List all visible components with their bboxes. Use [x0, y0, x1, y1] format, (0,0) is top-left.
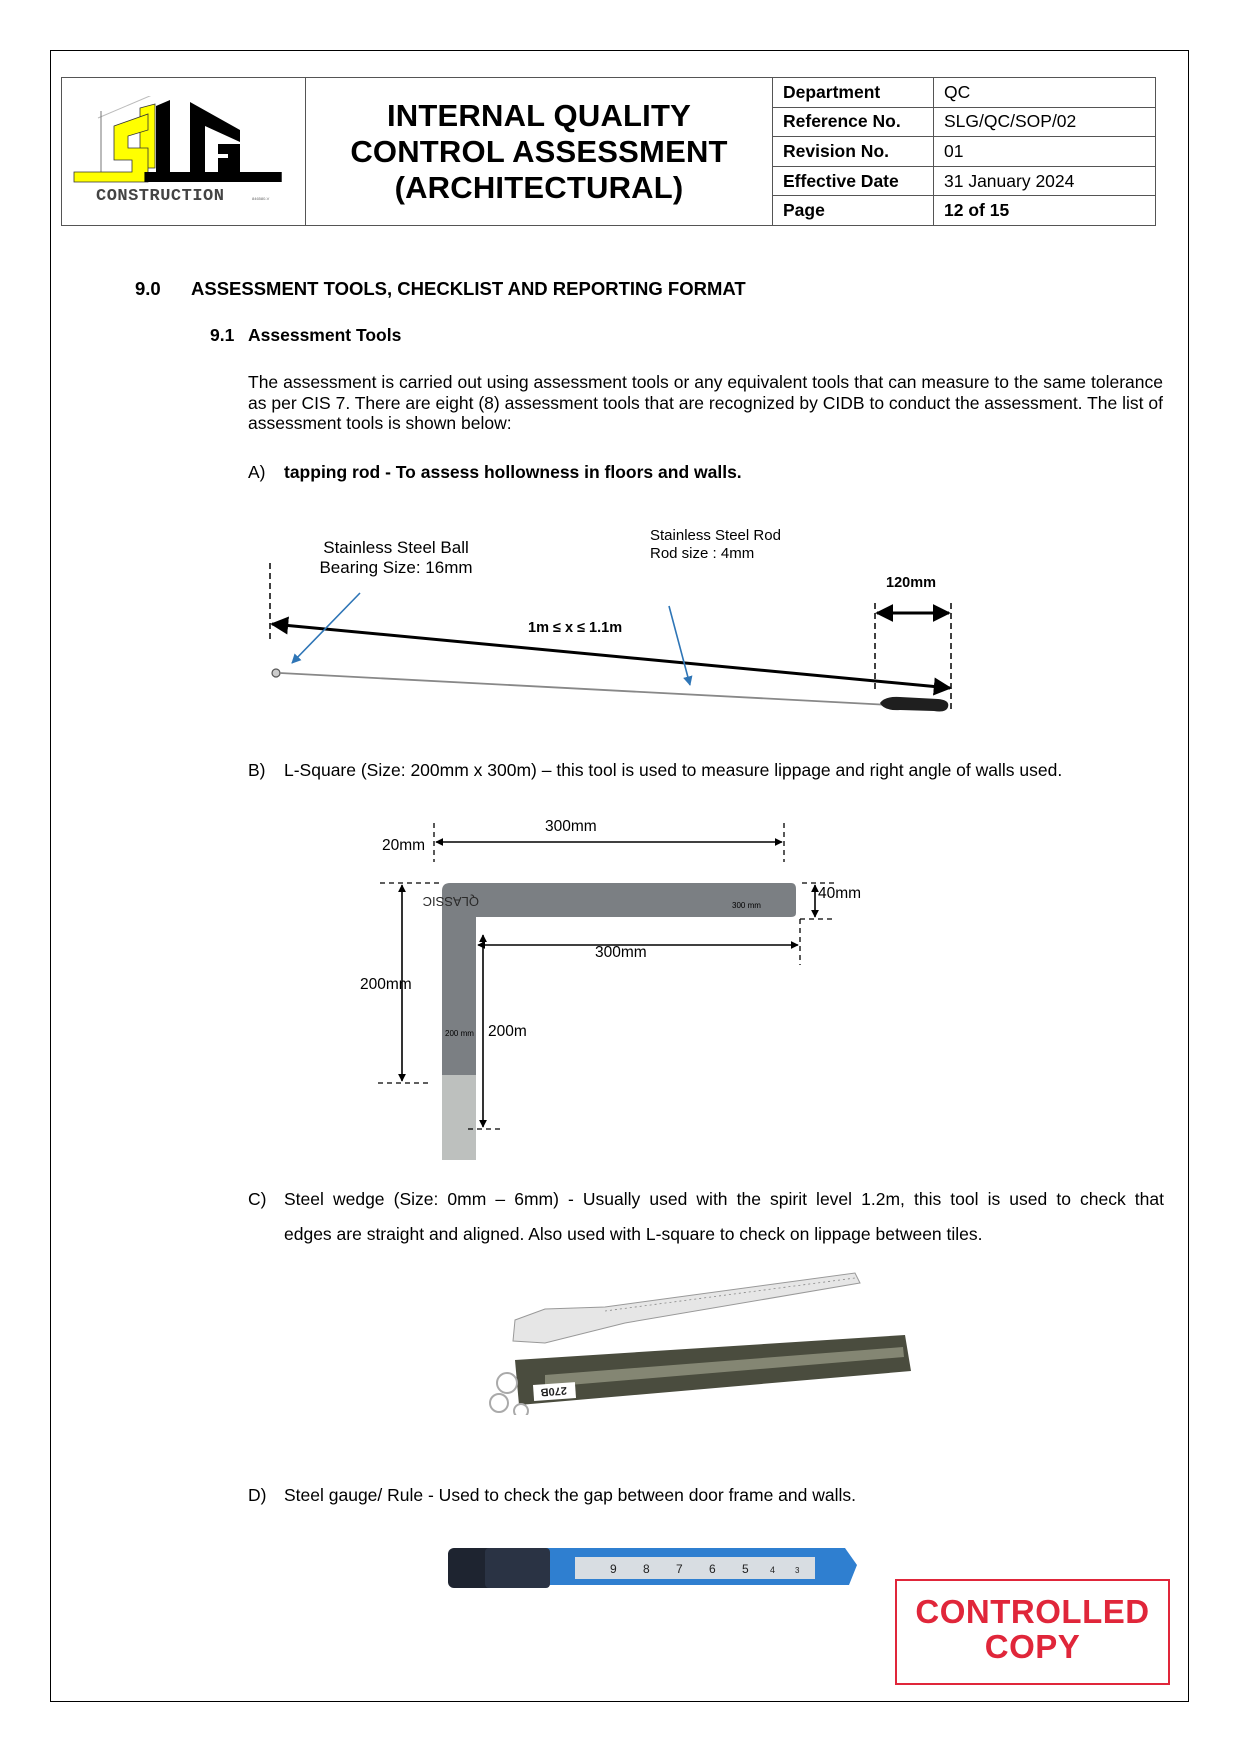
logo-wordmark: CONSTRUCTION [96, 187, 225, 206]
controlled-copy-stamp [895, 1579, 1170, 1685]
intro-paragraph: The assessment is carried out using assessment tools or any equivalent tools that can measure to the same tolerance as per CIS 7. There are eight (8) assessment tools that are recognized by CIDB to conduct the assessment. The list of assessment tools is shown below: [248, 372, 1163, 433]
tool-c-description-line-1: Steel wedge (Size: 0mm – 6mm) - Usually used with the spirit level 1.2m, this tool is used to check that [284, 1189, 1164, 1209]
handle-length-label: 120mm [886, 575, 936, 591]
meta-value: SLG/QC/SOP/02 [944, 111, 1077, 132]
wedge-case-label: 270B [540, 1384, 568, 1398]
rod-label-line-2: Rod size : 4mm [650, 545, 755, 562]
gauge-scale-5: 5 [742, 1562, 749, 1576]
section-title: ASSESSMENT TOOLS, CHECKLIST AND REPORTING FORMAT [191, 278, 746, 299]
tool-c-description-line-2: edges are straight and aligned. Also used with L-square to check on lippage between tiles. [284, 1224, 983, 1244]
section-number: 9.0 [135, 278, 161, 299]
tool-d-description: Steel gauge/ Rule - Used to check the gap between door frame and walls. [284, 1485, 857, 1505]
meta-key: Department [773, 78, 934, 107]
page-number: 12 of 15 [944, 200, 1010, 221]
meta-value: QC [944, 81, 971, 102]
meta-row-department [773, 78, 1155, 108]
title-line-1: INTERNAL QUALITY [386, 97, 691, 133]
tool-a-description: tapping rod - To assess hollowness in floors and walls. [284, 462, 742, 482]
rod-length-label: 1m ≤ x ≤ 1.1m [528, 620, 623, 636]
gauge-scale-4: 4 [770, 1565, 776, 1575]
company-logo [62, 78, 306, 225]
subsection-title: Assessment Tools [248, 325, 402, 345]
tool-c-letter: C) [248, 1189, 267, 1209]
lsquare-top-width-label: 300mm [545, 818, 597, 835]
lsquare-outer-height-label: 200mm [360, 976, 412, 993]
slg-logo-icon [68, 96, 298, 206]
document-header [61, 77, 1156, 226]
meta-row-page [773, 196, 1155, 225]
ruler-tag-top: 300 mm [732, 901, 761, 910]
tool-d-letter: D) [248, 1485, 267, 1505]
stamp-line-2: COPY [984, 1628, 1081, 1665]
gauge-scale-8: 8 [643, 1562, 650, 1576]
ball-label-line-1: Stainless Steel Ball [323, 538, 469, 557]
tool-b-letter: B) [248, 760, 266, 780]
meta-key: Reference No. [773, 108, 934, 137]
l-square-figure [350, 815, 870, 1160]
meta-key: Page [773, 196, 934, 225]
steel-gauge-figure [445, 1545, 865, 1615]
stamp-line-1: CONTROLLED [915, 1593, 1150, 1630]
lsquare-inner-height-label: 200m [488, 1023, 527, 1040]
meta-value: 01 [944, 140, 964, 161]
rod-label-line-1: Stainless Steel Rod [650, 527, 781, 544]
logo-registration: 846580-V [252, 196, 270, 201]
gauge-scale-6: 6 [709, 1562, 716, 1576]
title-line-3: (ARCHITECTURAL) [394, 169, 684, 205]
document-title [306, 78, 773, 225]
rod-label [650, 527, 781, 563]
meta-value: 31 January 2024 [944, 170, 1075, 191]
steel-wedge-figure [485, 1265, 925, 1415]
ball-label-line-2: Bearing Size: 16mm [319, 558, 473, 577]
gauge-scale-7: 7 [676, 1562, 683, 1576]
tool-a-letter: A) [248, 462, 266, 482]
meta-row-reference [773, 108, 1155, 138]
gauge-scale-9: 9 [610, 1562, 617, 1576]
ruler-tag-side: 200 mm [445, 1029, 474, 1038]
ruler-brand-text: QLASSIC [422, 894, 479, 909]
meta-row-revision [773, 137, 1155, 167]
tapping-rod-figure [250, 560, 970, 720]
meta-key: Effective Date [773, 167, 934, 196]
gauge-scale-3: 3 [795, 1566, 800, 1575]
lsquare-side-thickness-label: 40mm [818, 885, 862, 902]
tool-b-description: L-Square (Size: 200mm x 300m) – this tool is used to measure lippage and right angle of walls used. [284, 760, 1063, 780]
document-meta-table [773, 78, 1155, 225]
lsquare-inner-width-label: 300mm [595, 944, 647, 961]
meta-row-effective-date [773, 167, 1155, 197]
lsquare-top-thickness-label: 20mm [382, 837, 426, 854]
meta-key: Revision No. [773, 137, 934, 166]
subsection-number: 9.1 [210, 325, 235, 345]
title-line-2: CONTROL ASSESSMENT [350, 133, 728, 169]
